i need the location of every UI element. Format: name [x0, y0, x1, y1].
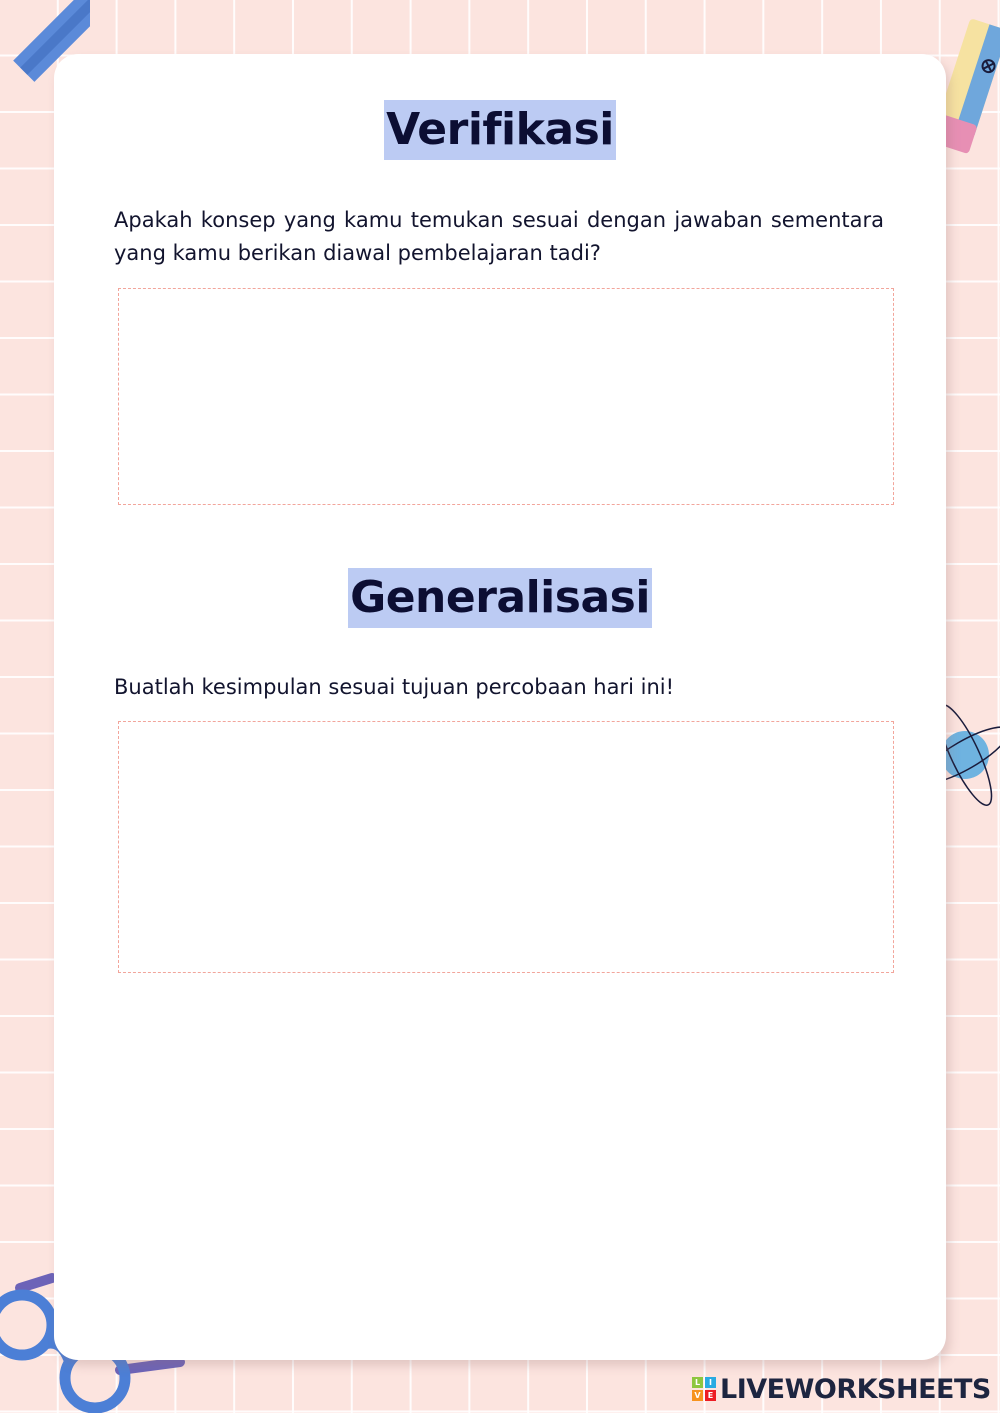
- logo-letter: E: [705, 1390, 716, 1401]
- generalisasi-answer-box[interactable]: [118, 721, 894, 973]
- liveworksheets-brand: [692, 1372, 991, 1406]
- verifikasi-title: Verifikasi: [54, 100, 946, 160]
- verifikasi-answer-box[interactable]: [118, 288, 894, 505]
- generalisasi-question: Buatlah kesimpulan sesuai tujuan percobaan hari ini!: [114, 675, 675, 699]
- brand-name: LIVEWORKSHEETS: [720, 1373, 991, 1405]
- logo-letter: I: [705, 1377, 716, 1388]
- logo-letter: L: [692, 1377, 703, 1388]
- liveworksheets-logo: [692, 1377, 716, 1401]
- logo-letter: V: [692, 1390, 703, 1401]
- verifikasi-question: Apakah konsep yang kamu temukan sesuai dengan jawaban sementara yang kamu berikan diawal pembelajaran tadi?: [114, 208, 884, 265]
- generalisasi-title: Generalisasi: [54, 568, 946, 628]
- worksheet-sheet: [54, 54, 946, 1360]
